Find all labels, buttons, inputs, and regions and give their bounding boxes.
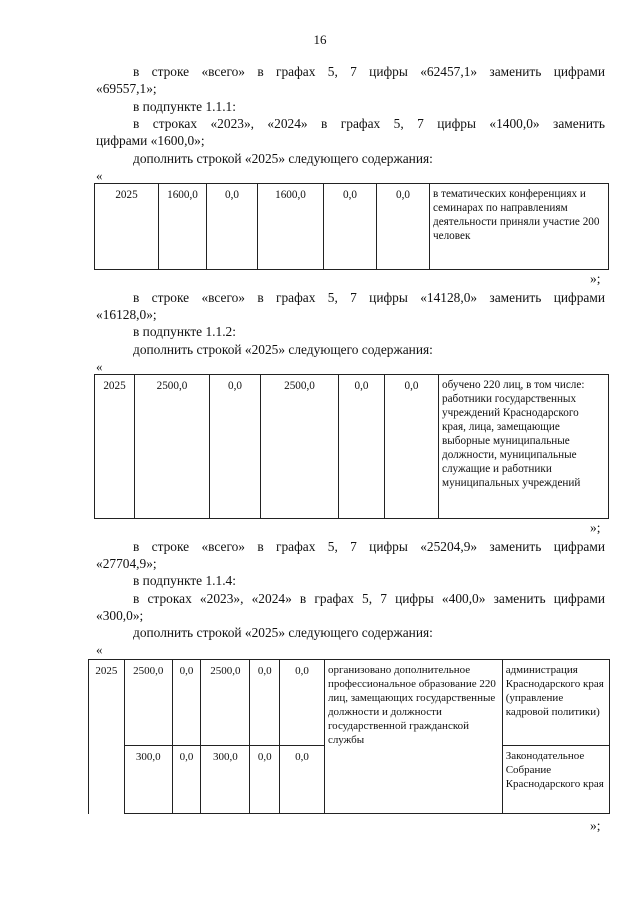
paragraph-1-line-1: в строке «всего» в графах 5, 7 цифры «62457,1» заменить цифрами <box>133 64 605 79</box>
close-quote-1: »; <box>590 271 601 286</box>
paragraph-7: дополнить строкой «2025» следующего содержания: <box>133 342 433 357</box>
table-3-row-2-col-2: 0,0 <box>172 746 201 814</box>
paragraph-8-line-2: «27704,9»; <box>96 556 157 571</box>
paragraph-3-line-1: в строках «2023», «2024» в графах 5, 7 цифры «1400,0» заменить <box>133 116 605 131</box>
table-3-row-1-col-1: 2500,0 <box>124 660 172 746</box>
table-3-row-2-executor: Законодательное Собрание Краснодарского края <box>502 746 609 814</box>
table-1-year: 2025 <box>95 184 159 270</box>
paragraph-4: дополнить строкой «2025» следующего содержания: <box>133 151 433 166</box>
paragraph-3-line-2: цифрами «1600,0»; <box>96 133 205 148</box>
table-1-col-4: 0,0 <box>324 184 377 270</box>
table-2-year: 2025 <box>95 375 135 519</box>
table-1-col-3: 1600,0 <box>258 184 324 270</box>
table-2-col-1: 2500,0 <box>135 375 210 519</box>
table-2-result-text: обучено 220 лиц, в том числе: работники государственных учреждений Краснодарского края, лица, замещающие выборные муниципальные должности, муниципальные служащие и работники муниципальных учреждений <box>439 375 609 519</box>
table-2-col-2: 0,0 <box>210 375 261 519</box>
table-1 <box>94 183 609 270</box>
paragraph-11: дополнить строкой «2025» следующего содержания: <box>133 625 433 640</box>
paragraph-8-line-1: в строке «всего» в графах 5, 7 цифры «25204,9» заменить цифрами <box>133 539 605 554</box>
open-quote-1: « <box>96 168 103 183</box>
table-1-col-1: 1600,0 <box>159 184 207 270</box>
page-number: 16 <box>313 32 327 47</box>
paragraph-10-line-2: «300,0»; <box>96 608 144 623</box>
table-3-row-1-col-3: 2500,0 <box>201 660 250 746</box>
table-2-col-3: 2500,0 <box>261 375 339 519</box>
table-2 <box>94 374 609 519</box>
table-3-result-text: организовано дополнительное профессиональное образование 220 лиц, замещающих государственные должности и должности государственной гражданской службы <box>324 660 502 814</box>
table-1-col-5: 0,0 <box>377 184 430 270</box>
table-1-col-2: 0,0 <box>207 184 258 270</box>
table-3-row-1-executor: администрация Краснодарского края (управление кадровой политики) <box>502 660 609 746</box>
table-3-row-1-col-2: 0,0 <box>172 660 201 746</box>
paragraph-5-line-1: в строке «всего» в графах 5, 7 цифры «14128,0» заменить цифрами <box>133 290 605 305</box>
paragraph-2: в подпункте 1.1.1: <box>133 99 236 114</box>
open-quote-3: « <box>96 642 103 657</box>
table-3-row-2-col-1: 300,0 <box>124 746 172 814</box>
paragraph-5-line-2: «16128,0»; <box>96 307 157 322</box>
open-quote-2: « <box>96 359 103 374</box>
paragraph-6: в подпункте 1.1.2: <box>133 324 236 339</box>
table-3-row-1-col-5: 0,0 <box>280 660 325 746</box>
table-3-row-2-col-3: 300,0 <box>201 746 250 814</box>
paragraph-9: в подпункте 1.1.4: <box>133 573 236 588</box>
table-2-col-4: 0,0 <box>339 375 385 519</box>
table-3-row-1-col-4: 0,0 <box>250 660 280 746</box>
table-3-row-2-col-5: 0,0 <box>280 746 325 814</box>
table-2-col-5: 0,0 <box>385 375 439 519</box>
table-3-year: 2025 <box>89 660 125 814</box>
close-quote-3: »; <box>590 818 601 833</box>
table-3-row-2-col-4: 0,0 <box>250 746 280 814</box>
paragraph-1-line-2: «69557,1»; <box>96 81 157 96</box>
table-3 <box>88 659 610 814</box>
close-quote-2: »; <box>590 520 601 535</box>
table-1-result-text: в тематических конференциях и семинарах по направлениям деятельности приняли участие 200 человек <box>430 184 609 270</box>
paragraph-10-line-1: в строках «2023», «2024» в графах 5, 7 цифры «400,0» заменить цифрами <box>133 591 605 606</box>
